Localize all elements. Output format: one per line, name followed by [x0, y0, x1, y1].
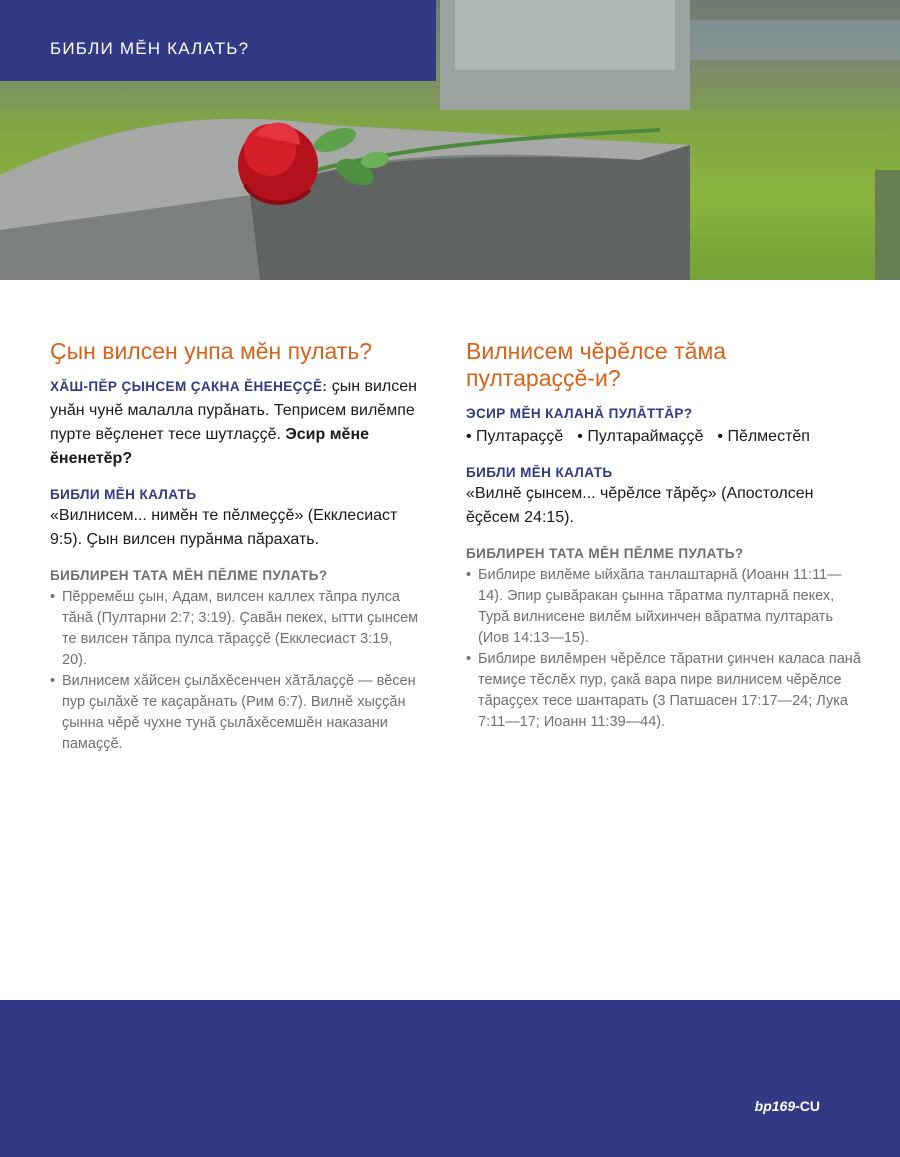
right-gray-label: БИБЛИРЕН ТАТА МӖН ПӖЛМЕ ПУЛАТЬ?: [466, 546, 744, 561]
left-bible-label: БИБЛИ МӖН КАЛАТЬ: [50, 487, 197, 502]
left-bullet-2: • Вилнисем хӑйсен ҫылӑхӗсенчен хӑтӑлаҫҫӗ — вӗсен пур ҫылӑхӗ те каҫарӑнать (Рим 6:7). Вилнӗ хыҫҫӑн ҫынна чӗрӗ чухне тунӑ ҫылӑхӗсемшӗн наказани памаҫҫӗ.: [50, 671, 420, 755]
answer-options: [466, 425, 861, 449]
left-intro: [50, 375, 420, 471]
left-bible-text: «Вилнисем... нимӗн те пӗлмеҫҫӗ» (Екклесиаст 9:5). Ҫын вилсен пурӑнма пӑрахать.: [50, 507, 398, 548]
left-column: [50, 338, 420, 755]
option-yes: • Пултараҫҫӗ: [466, 425, 563, 449]
intro-text: ҫын вилсен унӑн чунӗ малалла пурӑнать. Теприсем вилӗмпе пурте вӗҫленет тесе шутлаҫҫӗ.: [50, 378, 417, 443]
left-gray-label: БИБЛИРЕН ТАТА МӖН ПӖЛМЕ ПУЛАТЬ?: [50, 568, 328, 583]
right-bible-label: БИБЛИ МӖН КАЛАТЬ: [466, 465, 613, 480]
publication-code: [755, 1098, 820, 1114]
header-bar: [0, 0, 436, 81]
code-suffix: -CU: [795, 1098, 820, 1114]
footer-band: [0, 1000, 900, 1157]
right-bullet-1: • Библире вилӗме ыйхӑпа танлаштарнӑ (Иоанн 11:11—14). Эпир ҫывӑракан ҫынна тӑратма пултарнӑ пекех, Турӑ вилнисене вилӗм ыйхинчен вӑратма пултарать (Иов 14:13—15).: [466, 565, 861, 649]
intro-label: ХӐШ-ПӖР ҪЫНСЕМ ҪАКНА ӖНЕНЕҪҪӖ:: [50, 379, 328, 394]
right-heading: Вилнисем чӗрӗлсе тӑма пултараҫҫӗ-и?: [466, 338, 727, 391]
right-column: [466, 338, 861, 733]
right-bible-text: «Вилнӗ ҫынсем... чӗрӗлсе тӑрӗҫ» (Апостолсен ӗҫӗсем 24:15).: [466, 485, 814, 526]
option-unsure: • Пӗлместӗп: [717, 425, 810, 449]
code-prefix: bp169: [754, 1098, 796, 1114]
right-question-label: ЭСИР МӖН КАЛАНӐ ПУЛӐТТӐР?: [466, 406, 693, 421]
intro-question: Эсир мӗне ӗненетӗр?: [50, 426, 370, 467]
left-heading: Ҫын вилсен унпа мӗн пулать?: [50, 338, 373, 364]
option-no: • Пултараймаҫҫӗ: [577, 425, 703, 449]
right-bullet-2: • Библире вилӗмрен чӗрӗлсе тӑратни ҫинчен каласа панӑ темиҫе тӗслӗх пур, ҫакӑ вара пире вилнисем чӗрӗлсе тӑраҫҫех тесе шантарать (3 Патшасен 17:17—24; Лука 7:11—17; Иоанн 11:39—44).: [466, 649, 861, 733]
left-bullet-1: • Пӗрремӗш ҫын, Адам, вилсен каллех тӑпра пулса тӑнӑ (Пултарни 2:7; 3:19). Ҫавӑн пекех, ытти ҫынсем те вилсен тӑпра пулса тӑраҫҫӗ (Екклесиаст 3:19, 20).: [50, 587, 420, 671]
page-title: БИБЛИ МӖН КАЛАТЬ?: [50, 39, 250, 58]
